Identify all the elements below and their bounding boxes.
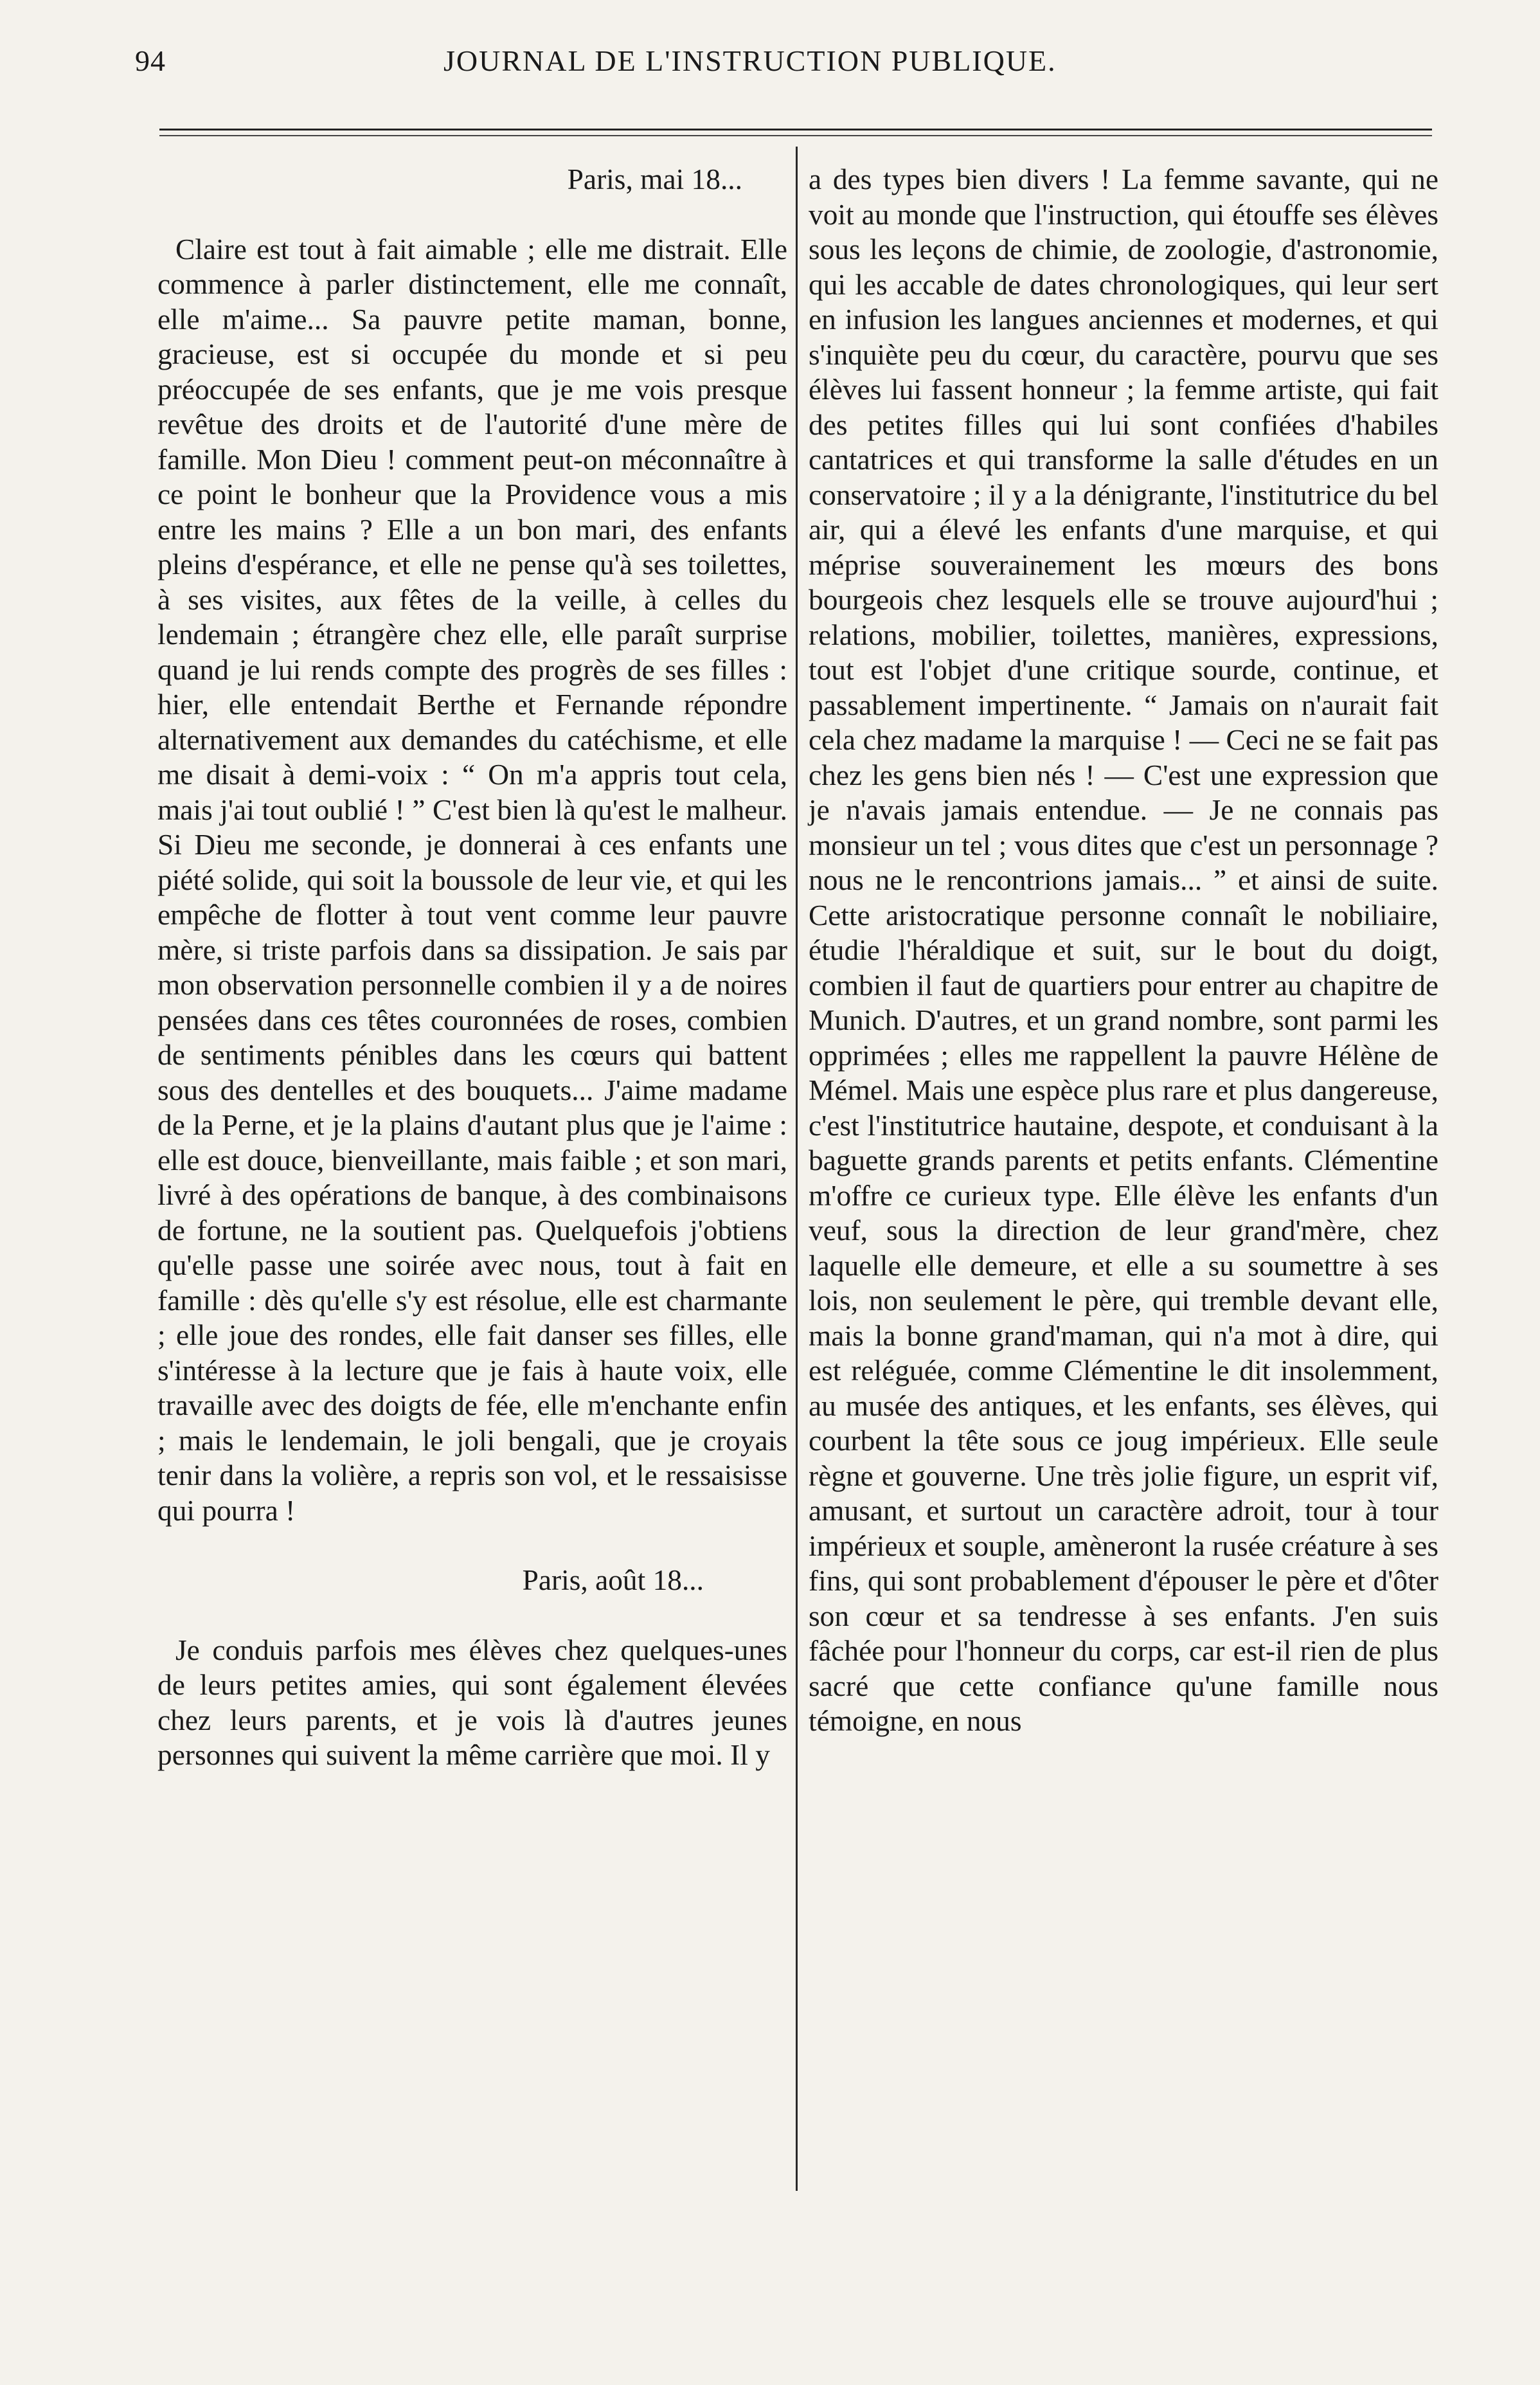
dateline-may: Paris, mai 18... bbox=[567, 163, 742, 195]
page-number: 94 bbox=[135, 44, 166, 77]
header-rule bbox=[159, 129, 1432, 130]
header-rule-thin bbox=[159, 135, 1432, 136]
paragraph-eleves: Je conduis parfois mes élèves chez quelques-unes de leurs petites amies, qui sont également élevées chez leurs parents, et je vois là d'autres jeunes personnes qui suivent la même carrière que moi. Il y bbox=[157, 1634, 787, 1771]
left-column bbox=[157, 162, 787, 1773]
paragraph-claire: Claire est tout à fait aimable ; elle me distrait. Elle commence à parler distinctement, elle me connaît, elle m'aime... Sa pauvre petite maman, bonne, gracieuse, est si occupée du monde et si peu préoccupée de ses enfants, que je me vois presque revêtue des droits et de l'autorité d'une mère de famille. Mon Dieu ! comment peut-on méconnaître à ce point le bonheur que la Providence vous a mis entre les mains ? Elle a un bon mari, des enfants pleins d'espérance, et elle ne pense qu'à ses toilettes, à ses visites, aux fêtes de la veille, à celles du lendemain ; étrangère chez elle, elle paraît surprise quand je lui rends compte des progrès de ses filles : hier, elle entendait Berthe et Fernande répondre alternativement aux demandes du catéchisme, et elle me disait à demi-voix : “ On m'a appris tout cela, mais j'ai tout oublié ! ” C'est bien là qu'est le malheur. Si Dieu me seconde, je donnerai à ces enfants une piété solide, qui soit la boussole de leur vie, et qui les empêche de flotter à tout vent comme leur pauvre mère, si triste parfois dans sa dissipation. Je sais par mon observation personnelle combien il y a de noires pensées dans ces têtes couronnées de roses, combien de sentiments pénibles dans les cœurs qui battent sous des dentelles et des bouquets... J'aime madame de la Perne, et je la plains d'autant plus que je l'aime : elle est douce, bienveillante, mais faible ; et son mari, livré à des opérations de banque, à des combinaisons de fortune, ne la soutient pas. Quelquefois j'obtiens qu'elle passe une soirée avec nous, tout à fait en famille : dès qu'elle s'y est résolue, elle est charmante ; elle joue des rondes, elle fait danser ses filles, elle s'intéresse à la lecture que je fais à haute voix, elle travaille avec des doigts de fée, elle m'enchante enfin ; mais le lendemain, le joli bengali, que je croyais tenir dans la volière, a repris son vol, et le ressaisisse qui pourra ! bbox=[157, 233, 787, 1527]
page-header bbox=[135, 44, 1444, 89]
dateline-august: Paris, août 18... bbox=[522, 1564, 704, 1596]
running-title: JOURNAL DE L'INSTRUCTION PUBLIQUE. bbox=[443, 44, 1057, 77]
column-divider bbox=[796, 147, 798, 2191]
paragraph-types: a des types bien divers ! La femme savante, qui ne voit au monde que l'instruction, qui étouffe ses élèves sous les leçons de chimie, de zoologie, d'astronomie, qui les accable de dates chronologiques, qui leur sert en infusion les langues anciennes et modernes, et qui s'inquiète peu du cœur, du caractère, pourvu que ses élèves lui fassent honneur ; la femme artiste, qui fait des petites filles qui lui sont confiées d'habiles cantatrices et qui transforme la salle d'études en un conservatoire ; il y a la dénigrante, l'institutrice du bel air, qui a élevé les enfants d'une marquise, et qui méprise souverainement les mœurs des bons bourgeois chez lesquels elle se trouve aujourd'hui ; relations, mobilier, toilettes, manières, expressions, tout est l'objet d'une critique sourde, continue, et passablement impertinente. “ Jamais on n'aurait fait cela chez madame la marquise ! — Ceci ne se fait pas chez les gens bien nés ! — C'est une expression que je n'avais jamais entendue. — Je ne connais pas monsieur un tel ; vous dites que c'est un personnage ? nous ne le rencontrions jamais... ” et ainsi de suite. Cette aristocratique personne connaît le nobiliaire, étudie l'héraldique et suit, sur le bout du doigt, combien il faut de quartiers pour entrer au chapitre de Munich. D'autres, et un grand nombre, sont parmi les opprimées ; elles me rappellent la pauvre Hélène de Mémel. Mais une espèce plus rare et plus dangereuse, c'est l'institutrice hautaine, despote, et conduisant à la baguette grands parents et petits enfants. Clémentine m'offre ce curieux type. Elle élève les enfants d'un veuf, sous la direction de leur grand'mère, chez laquelle elle demeure, et elle a su soumettre à ses lois, non seulement le père, qui tremble devant elle, mais la bonne grand'maman, qui n'a mot à dire, qui est reléguée, comme Clémentine le dit insolemment, au musée des antiques, et les enfants, ses élèves, qui courbent la tête sous ce joug impérieux. Elle seule règne et gouverne. Une très jolie figure, un esprit vif, amusant, et surtout un caractère adroit, tour à tour impérieux et souple, amèneront la rusée créature à ses fins, qui sont probablement d'épouser le père et d'ôter son cœur et sa tendresse à ses enfants. J'en suis fâchée pour l'honneur du corps, car est-il rien de plus sacré que cette confiance qu'une famille nous témoigne, en nous bbox=[809, 163, 1438, 1737]
right-column bbox=[809, 162, 1438, 1739]
